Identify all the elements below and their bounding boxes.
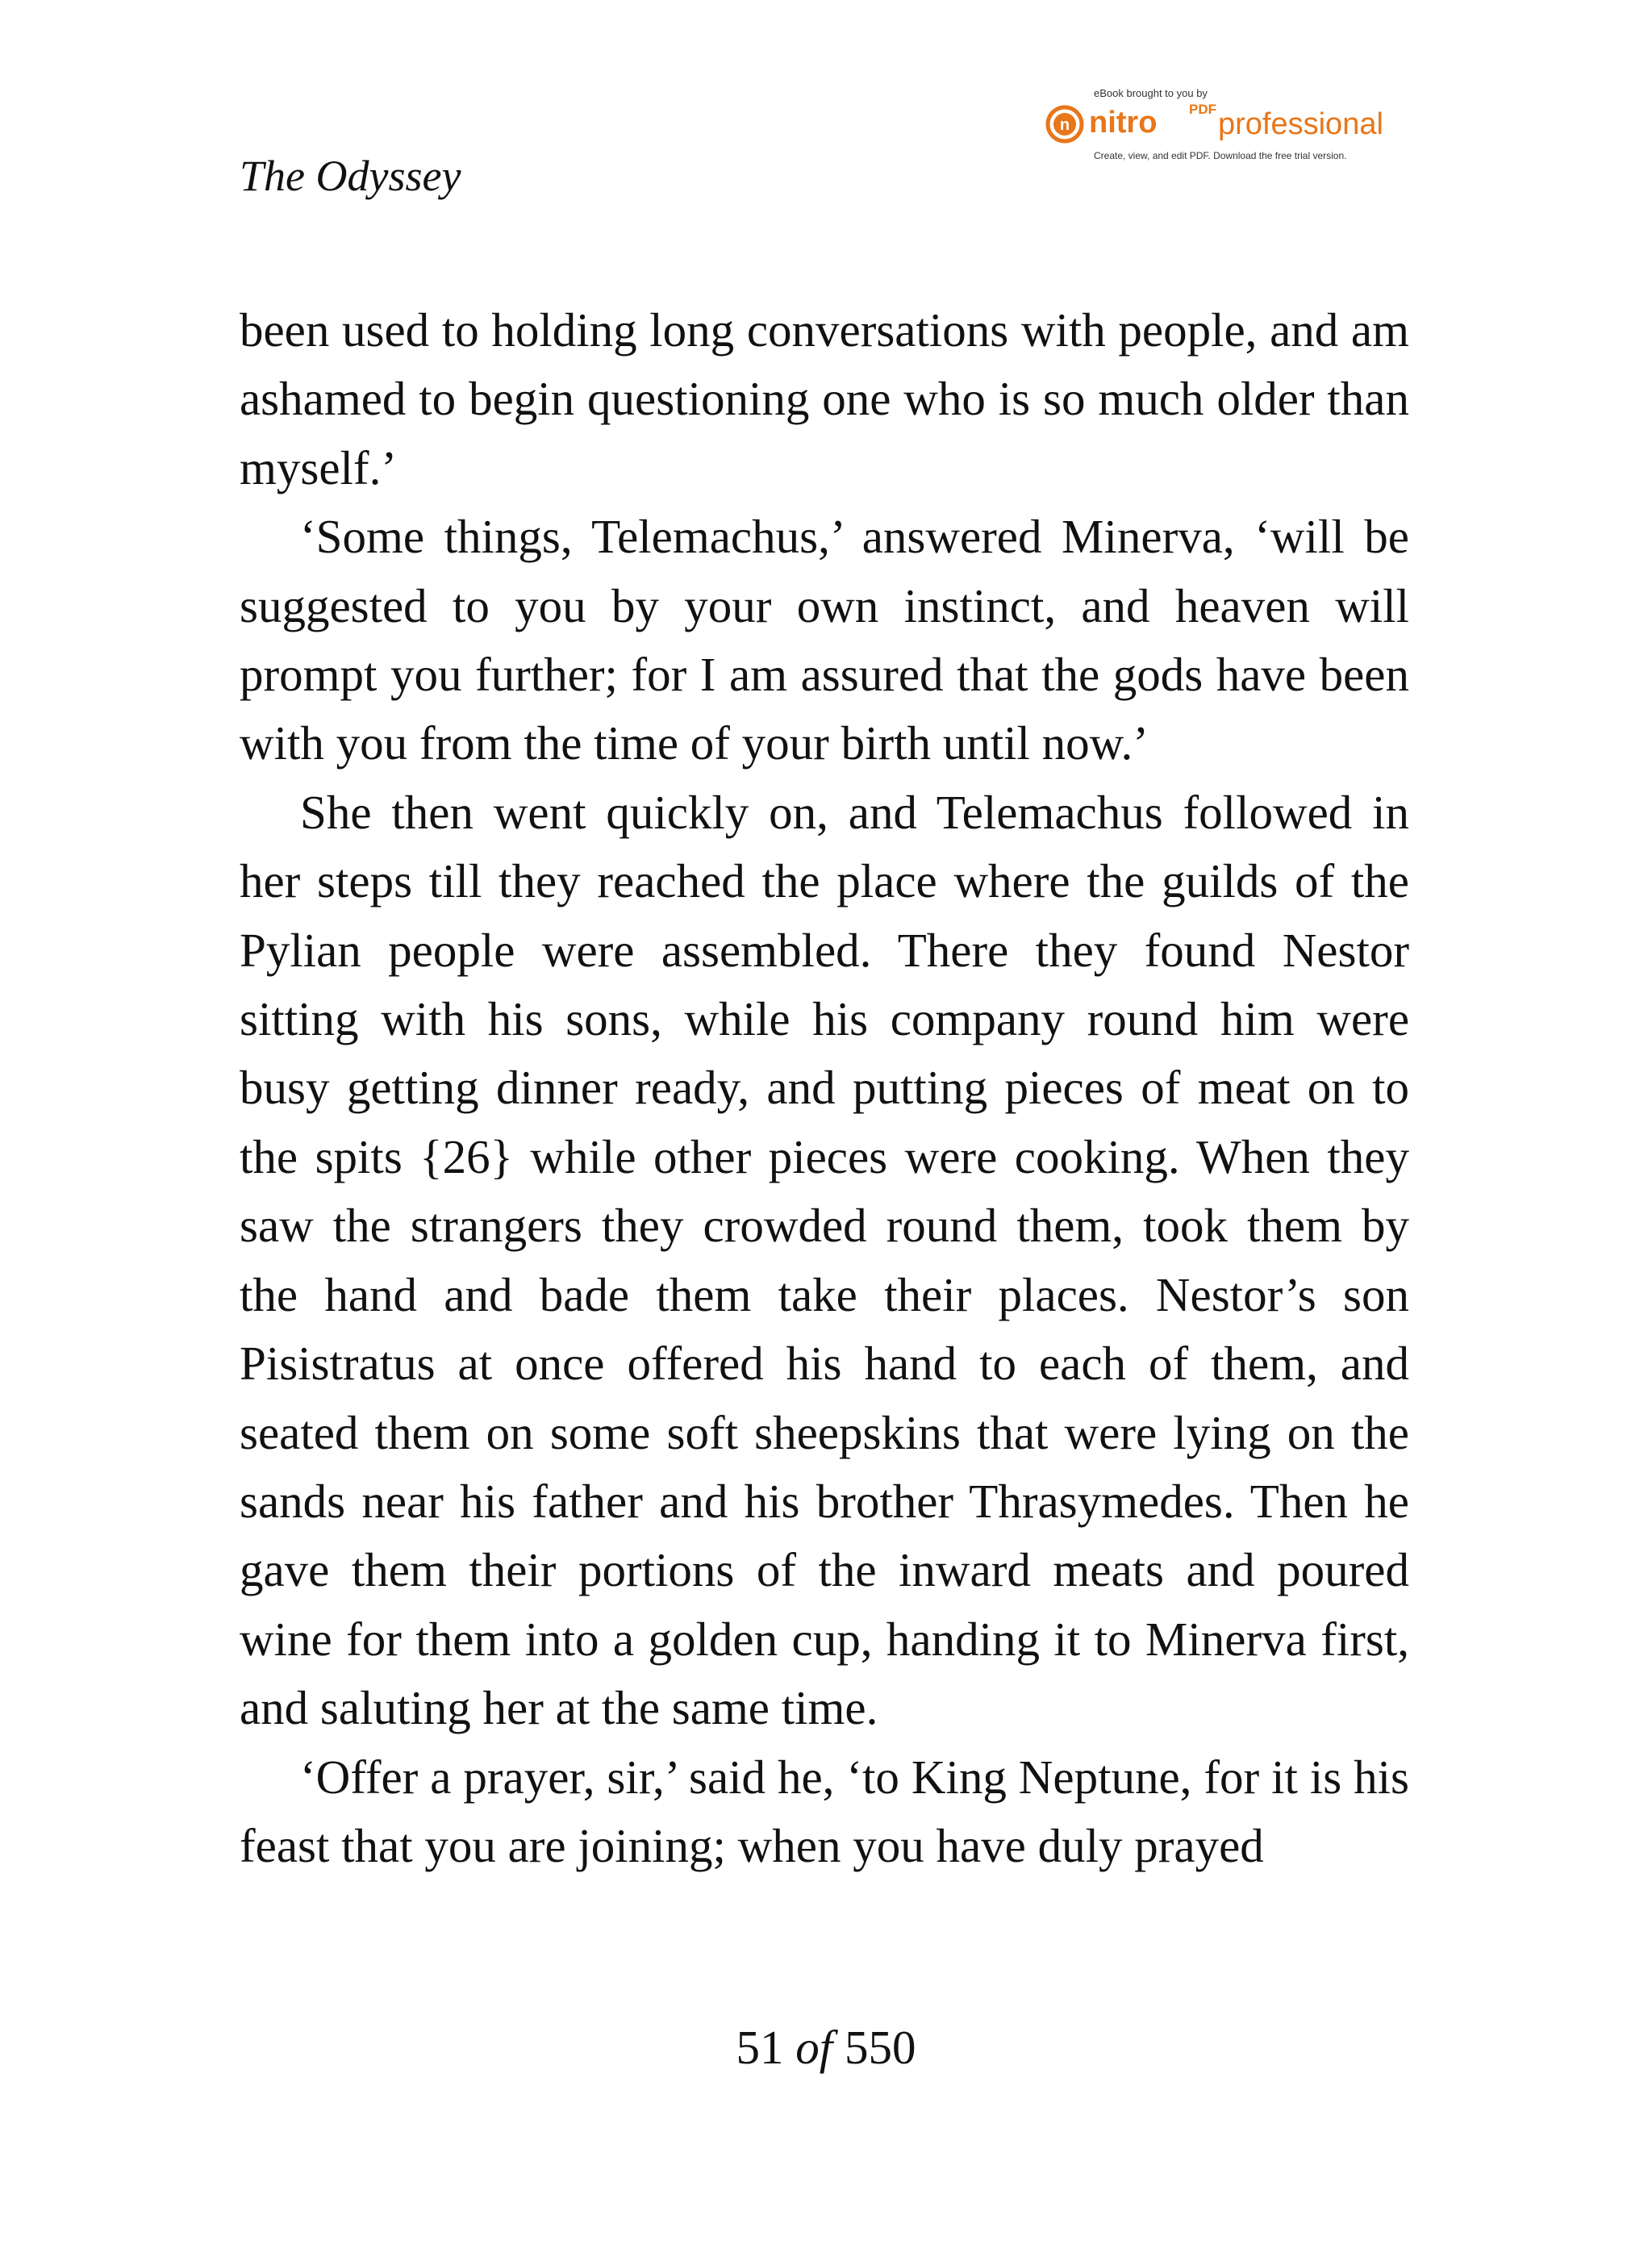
- paragraph: She then went quickly on, and Telemachus followed in her steps till they reached the place where the guilds of the Pylian people were assembled. There they found Nestor sitting with his sons, while his company round him were busy getting dinner ready, and putting pieces of meat on to the spits {26} while other pieces were cooking. When they saw the strangers they crowded round them, took them by the hand and bade them take their places. Nestor’s son Pisistratus at once offered his hand to each of them, and seated them on some soft sheepskins that were lying on the sands near his father and his brother Thrasymedes. Then he gave them their portions of the inward meats and poured wine for them into a golden cup, handing it to Minerva first, and saluting her at the same time.: [240, 785, 1409, 1735]
- ad-brand-superscript: PDF: [1189, 102, 1216, 117]
- nitro-logo-icon: [1045, 105, 1084, 144]
- paragraph: ‘Offer a prayer, sir,’ said he, ‘to King Neptune, for it is his feast that you are joining; when you have duly prayed: [240, 1750, 1409, 1872]
- body-text: [240, 296, 1409, 1880]
- page-of-word: of: [795, 2021, 833, 2074]
- total-pages: 550: [844, 2021, 916, 2074]
- current-page: 51: [736, 2021, 784, 2074]
- page-number: [0, 2015, 1652, 2080]
- ad-product: professional: [1218, 107, 1383, 141]
- running-head: The Odyssey: [240, 152, 461, 200]
- paragraph: been used to holding long conversations with people, and am ashamed to begin questioning one who is so much older than myself.’: [240, 303, 1409, 494]
- paragraph: ‘Some things, Telemachus,’ answered Minerva, ‘will be suggested to you by your own instinct, and heaven will prompt you further; for I am assured that the gods have been with you from the time of your birth until now.’: [240, 510, 1409, 770]
- ad-top-line: eBook brought to you by: [1094, 87, 1208, 99]
- svg-text:n: n: [1059, 116, 1070, 134]
- ad-brand: nitro: [1089, 106, 1158, 140]
- ad-tagline: Create, view, and edit PDF. Download the free trial version.: [1094, 150, 1347, 161]
- nitro-pdf-banner[interactable]: [1045, 87, 1408, 168]
